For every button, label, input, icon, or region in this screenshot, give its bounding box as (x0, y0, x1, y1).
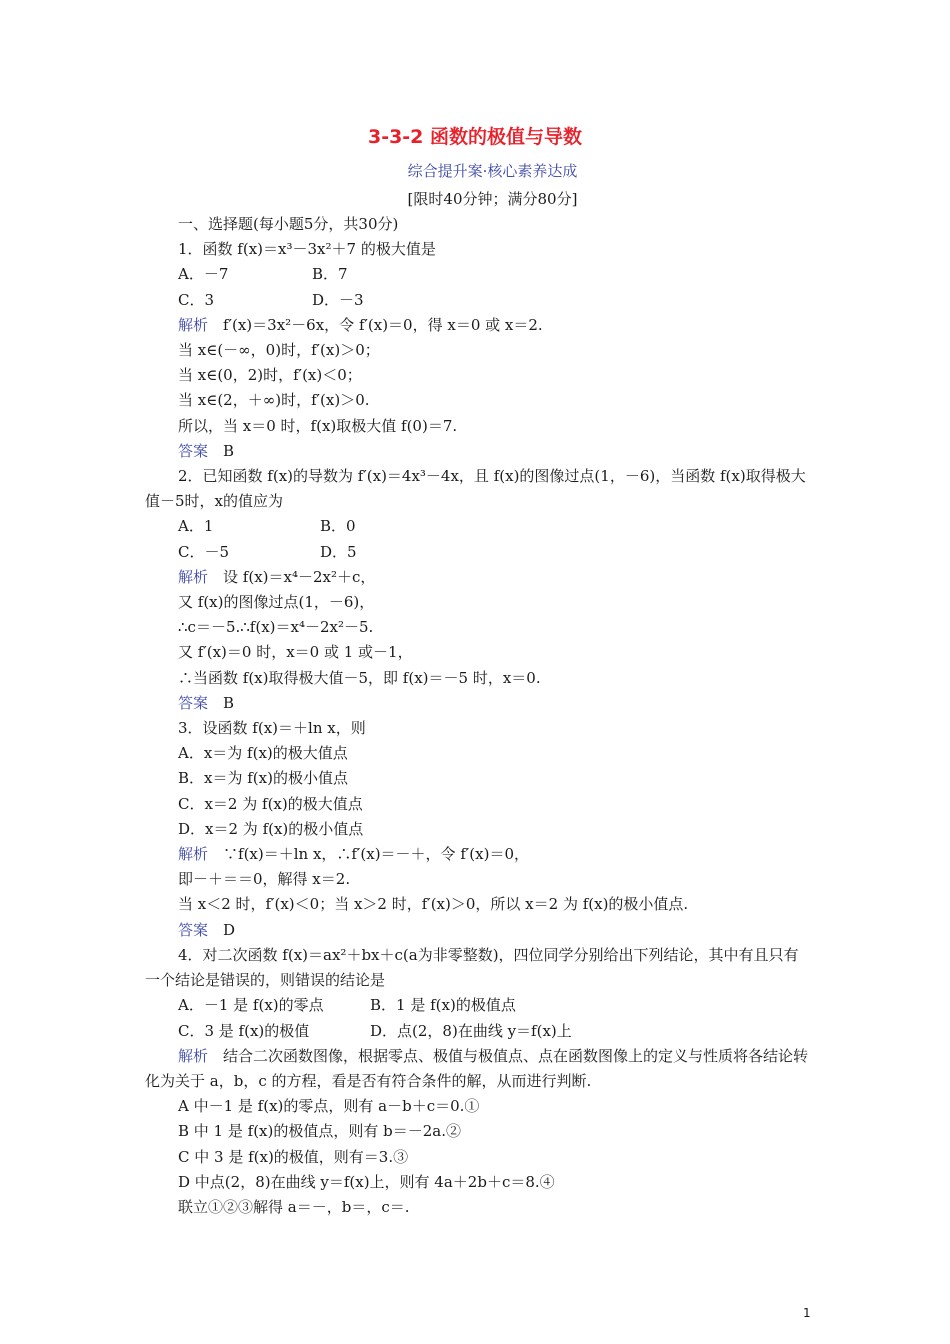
q3-option-d: D．x＝2 为 f(x)的极小值点 (178, 819, 364, 838)
q3-analysis (145, 842, 810, 867)
q4-option-d: D．点(2，8)在曲线 y＝f(x)上 (370, 1021, 572, 1040)
q4-analysis (145, 1044, 810, 1094)
page-title: 3-3-2 函数的极值与导数 (367, 126, 583, 148)
q2-analysis-line: 又 f(x)的图像过点(1，－6)， (178, 593, 375, 612)
q3-analysis-line: ∵f(x)＝＋ln x，∴f′(x)＝－＋，令 f′(x)＝0， (223, 845, 529, 864)
q2-answer (145, 691, 810, 716)
q3-analysis-line: 当 x＜2 时，f′(x)＜0；当 x＞2 时，f′(x)＞0，所以 x＝2 为 f(x)的极小值点. (178, 895, 689, 914)
q4-analysis-first: 结合二次函数图像，根据零点、极值与极值点、点在函数图像上的定义与性质将各结论转化为关于 a，b，c 的方程，看是否有符合条件的解，从而进行判断. (145, 1046, 809, 1090)
q2-analysis-line: ∴当函数 f(x)取得极大值－5，即 f(x)＝－5 时，x＝0. (178, 668, 541, 687)
q2-option-a: A．1 (178, 517, 214, 536)
q2-analysis (145, 565, 810, 590)
q4-analysis-line: D 中点(2，8)在曲线 y＝f(x)上，则有 4a＋2b＋c＝8.④ (178, 1172, 555, 1191)
q1-analysis-line: 所以，当 x＝0 时，f(x)取极大值 f(0)＝7. (178, 416, 458, 435)
page-subtitle: 综合提升案·核心素养达成 (407, 162, 578, 180)
q4-option-a: A．－1 是 f(x)的零点 (178, 996, 324, 1015)
q4-analysis-label: 解析 (178, 1046, 209, 1065)
q3-answer (145, 918, 810, 943)
q2-option-c: C．－5 (178, 542, 230, 561)
q1-answer-label: 答案 (178, 441, 209, 460)
q1-analysis-line: 当 x∈(0，2)时，f′(x)＜0； (178, 366, 362, 385)
q4-options-row2 (145, 1019, 810, 1044)
q2-options-row2 (145, 540, 810, 565)
page-number: 1 (803, 1306, 811, 1320)
q3-option-c: C．x＝2 为 f(x)的极大值点 (178, 794, 363, 813)
q1-analysis-line: 当 x∈(－∞，0)时，f′(x)＞0； (178, 341, 380, 360)
q2-stem: 2．已知函数 f(x)的导数为 f′(x)＝4x³－4x，且 f(x)的图像过点(1，－6)，当函数 f(x)取得极大值－5时，x的值应为 (145, 467, 806, 511)
q2-analysis-line: ∴c＝－5.∴f(x)＝x⁴－2x²－5. (178, 618, 374, 637)
q2-analysis-line: 又 f′(x)＝0 时，x＝0 或 1 或－1， (178, 643, 413, 662)
q4-option-b: B．1 是 f(x)的极值点 (370, 996, 516, 1015)
q1-options-row1 (145, 262, 810, 287)
q4-option-c: C．3 是 f(x)的极值 (178, 1021, 310, 1040)
q1-stem: 1．函数 f(x)＝x³－3x²＋7 的极大值是 (178, 240, 436, 259)
q3-analysis-line: 即－＋＝＝0，解得 x＝2. (178, 870, 351, 889)
q4-stem: 4．对二次函数 f(x)＝ax²＋bx＋c(a为非零整数)，四位同学分别给出下列结论，其中有且只有一个结论是错误的，则错误的结论是 (145, 945, 799, 990)
q1-option-d: D．－3 (312, 290, 364, 309)
q3-option-a: A．x＝为 f(x)的极大值点 (178, 744, 348, 763)
q2-analysis-line: 设 f(x)＝x⁴－2x²＋c， (223, 567, 376, 586)
q1-analysis-line: 当 x∈(2，＋∞)时，f′(x)＞0. (178, 391, 370, 410)
q4-analysis-line: A 中－1 是 f(x)的零点，则有 a－b＋c＝0.① (178, 1097, 480, 1116)
q4-analysis-line: C 中 3 是 f(x)的极值，则有＝3.③ (178, 1147, 409, 1166)
q2-options-row1 (145, 514, 810, 539)
q1-answer (145, 439, 810, 464)
document-body (145, 212, 810, 1220)
q3-analysis-label: 解析 (178, 845, 209, 864)
q4-analysis-line: 联立①②③解得 a＝－，b＝，c＝. (178, 1197, 410, 1216)
q3-stem: 3．设函数 f(x)＝＋ln x，则 (178, 719, 366, 738)
q1-options-row2 (145, 288, 810, 313)
q2-answer-label: 答案 (178, 693, 209, 712)
q1-option-b: B．7 (312, 265, 348, 284)
q2-analysis-label: 解析 (178, 567, 209, 586)
q1-option-c: C．3 (178, 290, 215, 309)
q1-answer-value: B (223, 441, 235, 460)
q3-option-b: B．x＝为 f(x)的极小值点 (178, 769, 348, 788)
time-limit: [限时40分钟；满分80分] (407, 190, 578, 208)
q4-analysis-line: B 中 1 是 f(x)的极值点，则有 b＝－2a.② (178, 1122, 461, 1141)
q1-analysis-label: 解析 (178, 315, 209, 334)
q4-options-row1 (145, 993, 810, 1018)
q3-answer-value: D (223, 920, 236, 939)
q1-analysis (145, 313, 810, 338)
q1-option-a: A．－7 (178, 265, 229, 284)
q3-answer-label: 答案 (178, 920, 209, 939)
section-heading: 一、选择题(每小题5分，共30分) (178, 215, 399, 233)
q1-analysis-line: f′(x)＝3x²－6x，令 f′(x)＝0，得 x＝0 或 x＝2. (223, 315, 543, 334)
q2-answer-value: B (223, 693, 235, 712)
q2-option-b: B．0 (320, 517, 356, 536)
q2-option-d: D．5 (320, 542, 357, 561)
